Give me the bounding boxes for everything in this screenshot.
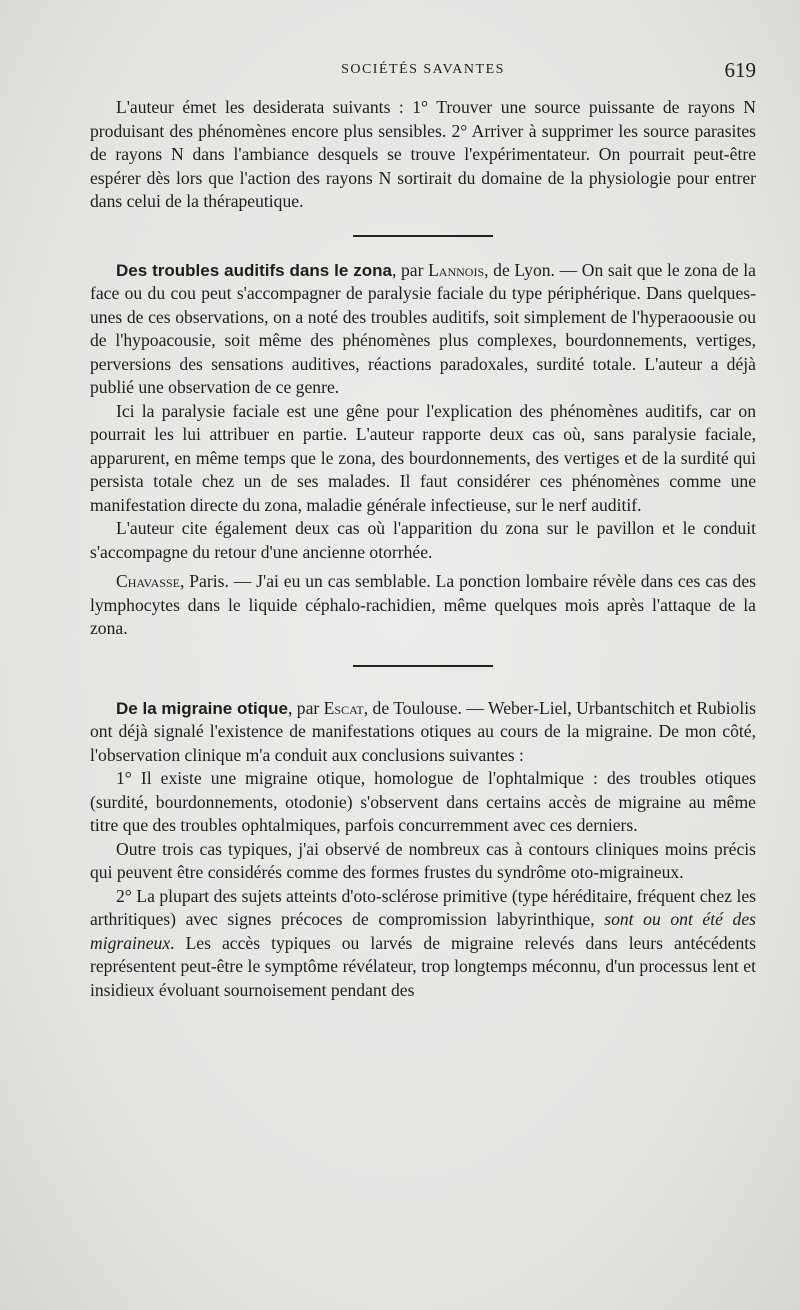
- article-title: De la migraine otique: [116, 698, 288, 718]
- discussion-text: , Paris. — J'ai eu un cas semblable. La ponction lombaire révèle dans ces cas des lymphocytes dans le liquide céphalo-rachidien, même quelques mois après l'attaque de la zona.: [90, 571, 756, 638]
- article-text: , de Lyon. — On sait que le zona de la face ou du cou peut s'accompagner de paralysie faciale du type périphérique. Dans quelques-unes de ces observations, on a noté des troubles auditifs, soit simplement de l'hyperaoousie ou de l'hypoacousie, soit même des phénomènes plus complexes, bourdonnements, vertiges, perversions des sensations auditives, réactions paradoxales, surdité totale. L'auteur a déjà publié une observation de ce genre.: [90, 259, 756, 397]
- author-name: Lannois: [428, 259, 485, 280]
- article-paragraph: L'auteur cite également deux cas où l'apparition du zona sur le pavillon et le conduit s'accompagne du retour d'une ancienne otorrhée.: [90, 518, 756, 562]
- article-text: . Les accès typiques ou larvés de migraine relevés dans leurs antécédents représentent peut-être le symptôme révélateur, trop longtemps méconnu, d'un processus lent et insidieux évoluant sournoisement pendant des: [90, 932, 756, 1000]
- article-paragraph: 1° Il existe une migraine otique, homologue de l'ophtalmique : des troubles otiques (surdité, bourdonnements, otodonie) s'observent dans certains accès de migraine au même titre que des troubles ophtalmiques, parfois concurremment avec ces derniers.: [90, 768, 756, 835]
- article-text: 2° La plupart des sujets atteints d'oto-sclérose primitive (type héréditaire, fréquent chez les arthritiques) avec signes précoces de compromission labyrinthique,: [90, 885, 756, 929]
- section-divider: [353, 235, 493, 237]
- page-body: [90, 96, 756, 1002]
- article-troubles-auditifs-intro: [90, 259, 756, 400]
- author-name: Escat: [323, 697, 364, 718]
- byline-connector: , par: [391, 259, 429, 280]
- article-migraine-otique-intro: [90, 697, 756, 768]
- italic-emphasis: sont ou ont été des migraineux: [90, 909, 756, 953]
- article-paragraph: Outre trois cas typiques, j'ai observé de nombreux cas à contours cliniques moins précis qui peuvent être considérés comme des formes frustes du syndrôme oto-migraineux.: [90, 838, 756, 882]
- running-head: SOCIÉTÉS SAVANTES: [341, 62, 505, 77]
- page-number: 619: [724, 58, 756, 82]
- article-text: , de Toulouse. — Weber-Liel, Urbantschitch et Rubiolis ont déjà signalé l'existence de manifestations otiques au cours de la migraine. De mon côté, l'observation clinique m'a conduit aux conclusions suivantes :: [90, 697, 756, 765]
- discussion-paragraph: [90, 570, 756, 641]
- byline-connector: , par: [287, 697, 324, 718]
- article-paragraph: Ici la paralysie faciale est une gêne pour l'explication des phénomènes auditifs, car on pourrait les lui attribuer en partie. L'auteur rapporte deux cas où, sans paralysie faciale, apparurent, en même temps que le zona, des bourdonnements, des vertiges et de la surdité qui persista totale chez un de ses malades. Il faut considérer ces phénomènes comme une manifestation directe du zona, maladie générale infectieuse, sur le nerf auditif.: [90, 400, 756, 515]
- article-paragraph: [90, 885, 756, 1003]
- article-title: Des troubles auditifs dans le zona: [116, 260, 392, 280]
- discussant-name: Chavasse: [116, 571, 180, 591]
- section-divider: [353, 665, 493, 667]
- intro-paragraph: L'auteur émet les desiderata suivants : 1° Trouver une source puissante de rayons N produisant des phénomènes encore plus sensibles. 2° Arriver à supprimer les source parasites de rayons N dans l'ambiance desquels se trouve l'expérimentateur. On pourrait peut-être espérer dès lors que l'action des rayons N sortirait du domaine de la physiologie pour entrer dans celui de la thérapeutique.: [90, 97, 756, 211]
- page-header: [90, 58, 756, 88]
